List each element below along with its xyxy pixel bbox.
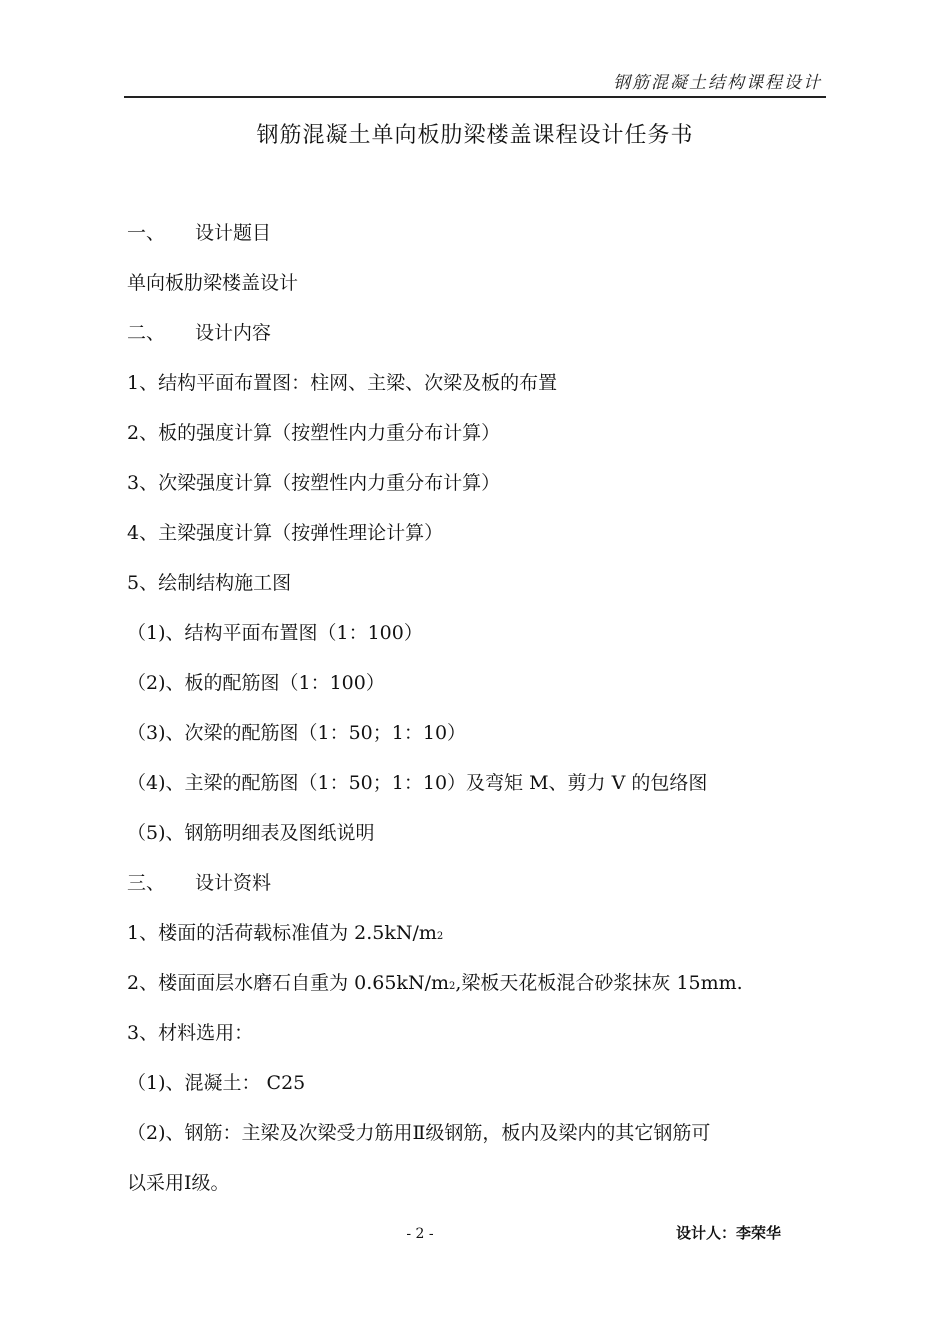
paragraph-line: 单向板肋梁楼盖设计 [127,272,299,294]
header-text: 钢筋混凝土结构课程设计 [613,73,822,93]
unit-exponent: 2 [436,931,444,942]
sub-list-item: （5)、钢筋明细表及图纸说明 [127,822,375,844]
sub-list-item: （2)、钢筋：主梁及次梁受力筋用Ⅱ级钢筋，板内及梁内的其它钢筋可 [127,1122,711,1144]
list-item-text: 2、楼面面层水磨石自重为 0.65kN/m [127,972,449,994]
list-item-text-continued: ,梁板天花板混合砂浆抹灰 15mm. [455,972,743,994]
list-item-text: 1、楼面的活荷载标准值为 2.5kN/m [127,922,437,944]
section-heading [127,870,271,896]
document-title: 钢筋混凝土单向板肋梁楼盖课程设计任务书 [256,123,694,148]
list-item: 2、板的强度计算（按塑性内力重分布计算） [127,422,501,444]
sub-list-item: （1)、结构平面布置图（1：100） [127,622,423,644]
section-number: 三、 [127,872,166,894]
sub-list-item: （2)、板的配筋图（1：100） [127,672,385,694]
sub-list-item: （3)、次梁的配筋图（1：50；1：10） [127,722,467,744]
section-title: 设计题目 [195,222,272,244]
section-number: 二、 [127,322,166,344]
section-heading [127,220,271,246]
list-item: 4、主梁强度计算（按弹性理论计算） [127,522,444,544]
list-item: 3、材料选用： [127,1022,254,1044]
page-header [124,58,826,98]
sub-list-item: （1)、混凝土： C25 [127,1072,306,1094]
list-item: 3、次梁强度计算（按塑性内力重分布计算） [127,472,501,494]
list-item [127,970,743,1000]
list-item [127,920,443,950]
section-heading [127,320,271,346]
paragraph-line: 以采用Ⅰ级。 [127,1172,230,1194]
unit-exponent: 2 [449,981,456,992]
section-title: 设计内容 [195,322,272,344]
section-title: 设计资料 [195,872,272,894]
section-number: 一、 [127,222,166,244]
page-number: - 2 - [406,1226,434,1242]
list-item: 5、绘制结构施工图 [127,572,292,594]
list-item: 1、结构平面布置图：柱网、主梁、次梁及板的布置 [127,372,558,394]
sub-list-item: （4)、主梁的配筋图（1：50；1：10）及弯矩 M、剪力 V 的包络图 [127,772,708,794]
designer-label: 设计人：李荣华 [676,1224,782,1242]
